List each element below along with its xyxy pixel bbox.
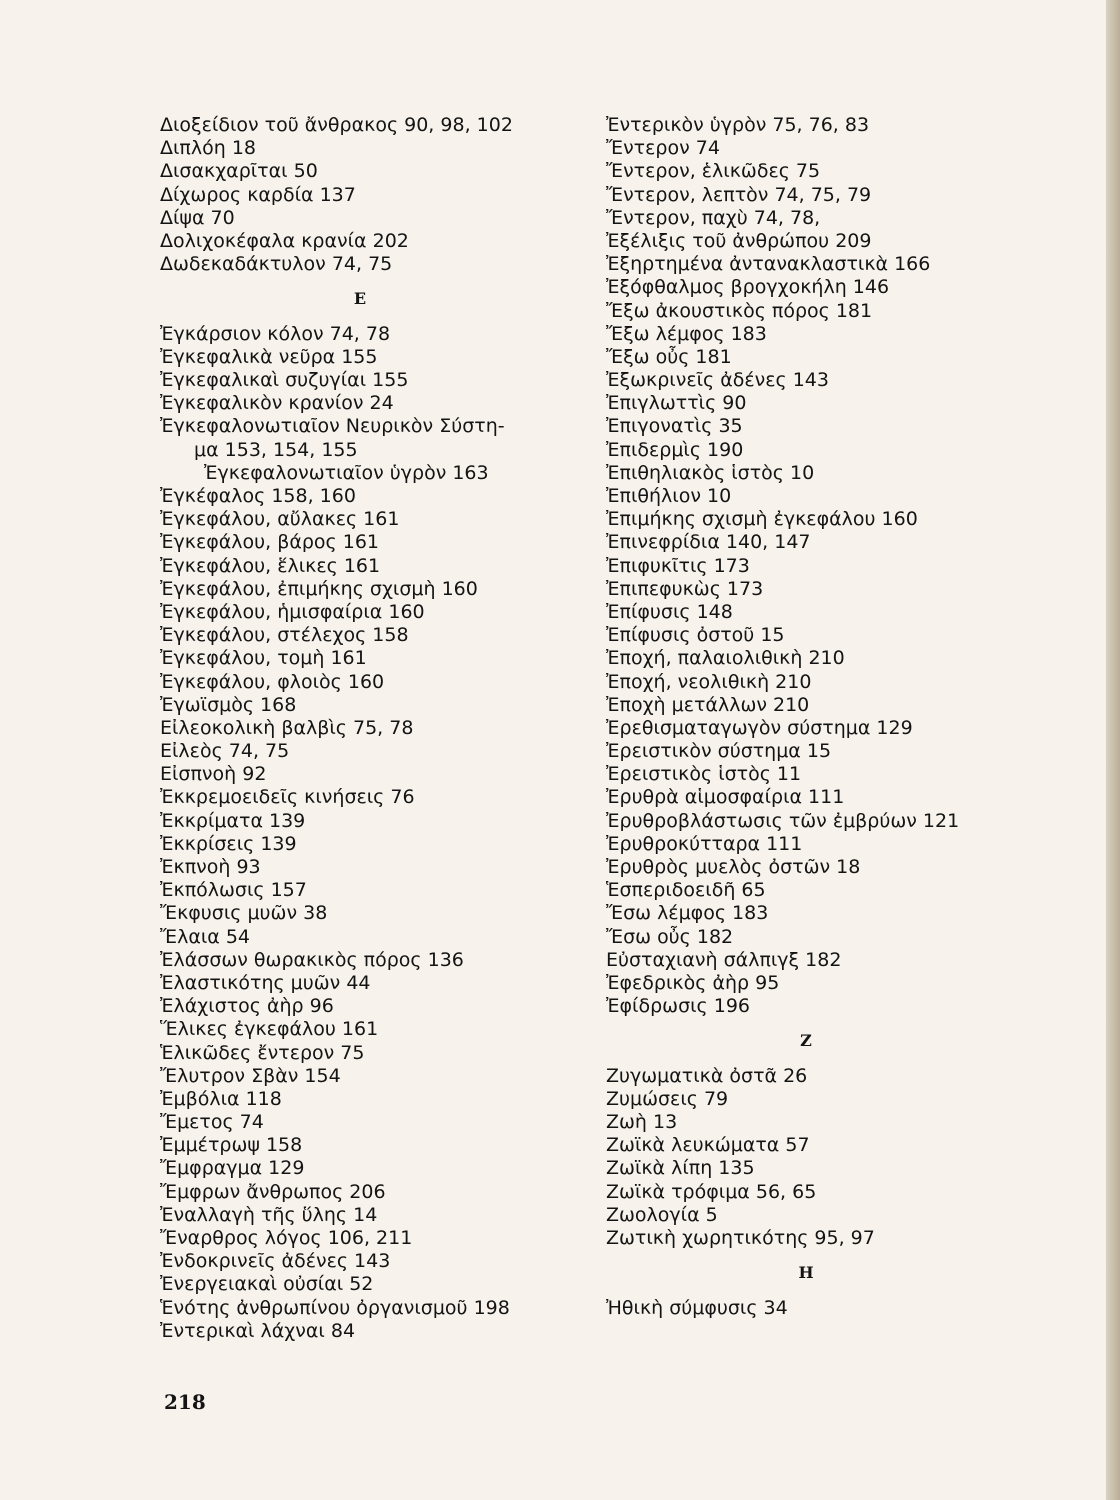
index-entry: Ζωὴ 13 — [606, 1111, 678, 1134]
index-entry: Ζωολογία 5 — [606, 1203, 718, 1226]
index-entry: Ἐπίφυσις 148 — [606, 600, 733, 623]
index-entry: Ἐμβόλια 118 — [160, 1087, 282, 1110]
index-entry: Ἐφεδρικὸς ἀὴρ 95 — [606, 971, 780, 994]
index-group-epsilon-cont — [160, 485, 590, 1343]
index-entry: Ἐρεθισματαγωγὸν σύστημα 129 — [606, 716, 913, 739]
index-entry: Ἐλαστικότης μυῶν 44 — [160, 971, 371, 994]
index-entry: Ἐξέλιξις τοῦ ἀνθρώπου 209 — [606, 229, 872, 252]
index-group-delta — [160, 114, 590, 276]
index-entry: Ζωϊκὰ λίπη 135 — [606, 1157, 755, 1180]
index-entry: Ἐντερικαὶ λάχναι 84 — [160, 1319, 356, 1342]
index-entry: Εἰλεοκολικὴ βαλβὶς 75, 78 — [160, 716, 414, 739]
index-entry: Διοξείδιον τοῦ ἄνθρακος 90, 98, 102 — [160, 114, 513, 136]
index-entry: Ἐγκεφάλου, τομὴ 161 — [160, 647, 367, 670]
index-entry: Ἐξόφθαλμος βρογχοκήλη 146 — [606, 276, 890, 299]
index-entry: Ἐξηρτημένα ἀντανακλαστικὰ 166 — [606, 253, 931, 276]
index-entry: Εὐσταχιανὴ σάλπιγξ 182 — [606, 948, 842, 971]
index-entry: Ἐποχή, παλαιολιθικὴ 210 — [606, 647, 845, 670]
index-entry: Ἐγωϊσμὸς 168 — [160, 693, 297, 716]
index-entry: Ἔκφυσις μυῶν 38 — [160, 902, 328, 925]
index-entry: Ἔσω λέμφος 183 — [606, 902, 769, 925]
index-entry: Ἐγκεφάλου, βάρος 161 — [160, 531, 380, 554]
index-column-left — [160, 114, 590, 1343]
index-entry: Ἐγκεφαλονωτιαῖον Νευρικὸν Σύστη- — [160, 415, 505, 438]
index-entry: Ἠθικὴ σύμφυσις 34 — [606, 1296, 788, 1319]
index-group-epsilon — [160, 323, 590, 439]
index-entry: Ἐρυθρὰ αἱμοσφαίρια 111 — [606, 786, 845, 809]
index-entry: Ἐκπόλωσις 157 — [160, 879, 307, 902]
index-entry: Ἔμφραγμα 129 — [160, 1157, 305, 1180]
index-entry: Ἐνεργειακαὶ οὐσίαι 52 — [160, 1273, 374, 1296]
index-entry: Δίχωρος καρδία 137 — [160, 183, 356, 206]
section-heading-h: H — [798, 1263, 814, 1283]
index-entry: Ἐπινεφρίδια 140, 147 — [606, 531, 811, 554]
index-entry: Ἐποχή, νεολιθικὴ 210 — [606, 670, 812, 693]
index-entry: Ἐπιθήλιον 10 — [606, 485, 732, 507]
index-entry: Ἐρειστικὸν σύστημα 15 — [606, 740, 832, 763]
index-entry: Ἐρυθροκύτταρα 111 — [606, 832, 803, 855]
index-entry: Ἐπιδερμὶς 190 — [606, 438, 744, 461]
index-entry: Ἐφίδρωσις 196 — [606, 995, 750, 1018]
index-entry: Ἐκκρίματα 139 — [160, 809, 306, 832]
index-group-zeta — [606, 1065, 1086, 1251]
index-entry: Ἐγκεφαλικὸν κρανίον 24 — [160, 392, 394, 415]
index-entry: Ἐλάσσων θωρακικὸς πόρος 136 — [160, 948, 464, 971]
index-entry: Ἐμμέτρωψ 158 — [160, 1134, 303, 1157]
index-entry: Ἐπίφυσις ὀστοῦ 15 — [606, 624, 785, 647]
index-entry: Ἐντερικὸν ὑγρὸν 75, 76, 83 — [606, 114, 870, 136]
index-group-epsilon-right — [606, 114, 1086, 1018]
index-entry: Ἔντερον, παχὺ 74, 78, — [606, 206, 821, 229]
index-entry: Ἔντερον 74 — [606, 137, 720, 160]
index-entry: Ἐποχὴ μετάλλων 210 — [606, 693, 810, 716]
index-entry: Ἔμφρων ἄνθρωπος 206 — [160, 1180, 386, 1203]
index-entry-continuation: μα 153, 154, 155 — [194, 438, 358, 461]
index-entry: Ἔξω ἀκουστικὸς πόρος 181 — [606, 299, 873, 322]
index-entry: Δολιχοκέφαλα κρανία 202 — [160, 229, 409, 252]
index-entry: Ἔλαια 54 — [160, 925, 251, 948]
index-entry: Ζυμώσεις 79 — [606, 1087, 729, 1110]
index-entry: Ἐναλλαγὴ τῆς ὕλης 14 — [160, 1203, 378, 1226]
index-entry: Διπλόη 18 — [160, 137, 256, 160]
index-entry: Ἑσπεριδοειδῆ 65 — [606, 879, 766, 902]
index-entry: Ἐγκάρσιον κόλον 74, 78 — [160, 322, 391, 345]
index-entry: Ζωτικὴ χωρητικότης 95, 97 — [606, 1227, 875, 1250]
index-entry: Δωδεκαδάκτυλον 74, 75 — [160, 253, 393, 276]
index-entry: Εἰλεὸς 74, 75 — [160, 740, 290, 763]
index-entry: Ἐκπνοὴ 93 — [160, 856, 261, 879]
index-entry: Ἐρειστικὸς ἱστὸς 11 — [606, 763, 802, 786]
index-entry: Ἑλικῶδες ἔντερον 75 — [160, 1041, 365, 1064]
index-entry: Εἰσπνοὴ 92 — [160, 763, 267, 786]
index-entry: Ζωϊκὰ λευκώματα 57 — [606, 1134, 810, 1157]
index-entry: Ἐρυθρὸς μυελὸς ὀστῶν 18 — [606, 856, 861, 878]
index-entry: Ἐγκεφάλου, ἐπιμήκης σχισμὴ 160 — [160, 577, 478, 600]
index-entry: Ζωϊκὰ τρόφιμα 56, 65 — [606, 1180, 817, 1203]
section-heading-z: Z — [800, 1031, 812, 1051]
index-group-eta — [606, 1297, 1086, 1320]
index-entry: Ἔσω οὖς 182 — [606, 925, 734, 948]
index-entry: Ἔντερον, ἑλικῶδες 75 — [606, 160, 821, 183]
index-entry: Ἐκκρίσεις 139 — [160, 832, 297, 855]
index-entry: Ἔναρθρος λόγος 106, 211 — [160, 1227, 413, 1250]
index-column-right — [606, 114, 1086, 1320]
index-entry: Ἔμετος 74 — [160, 1111, 264, 1134]
index-entry: Δίψα 70 — [160, 206, 235, 229]
index-entry: Ἐπιγονατὶς 35 — [606, 415, 743, 438]
index-entry: Δισακχαρῖται 50 — [160, 160, 318, 183]
index-entry: Ζυγωματικὰ ὀστᾶ 26 — [606, 1064, 808, 1087]
index-entry: Ἐγκεφαλικὰ νεῦρα 155 — [160, 345, 378, 368]
index-entry: Ἐλάχιστος ἀὴρ 96 — [160, 995, 334, 1018]
index-entry: Ἐνδοκρινεῖς ἀδένες 143 — [160, 1250, 391, 1273]
index-entry: Ἐγκεφάλου, αὔλακες 161 — [160, 508, 400, 531]
index-entry: Ἕλικες ἐγκεφάλου 161 — [160, 1018, 379, 1041]
index-entry: Ἐγκέφαλος 158, 160 — [160, 485, 356, 508]
page-number: 218 — [164, 1390, 206, 1414]
index-sub-entry: Ἐγκεφαλονωτιαῖον ὑγρὸν 163 — [204, 461, 489, 484]
index-entry: Ἐγκεφαλικαὶ συζυγίαι 155 — [160, 369, 409, 392]
index-entry: Ἐρυθροβλάστωσις τῶν ἐμβρύων 121 — [606, 809, 960, 832]
index-entry: Ἐγκεφάλου, στέλεχος 158 — [160, 624, 409, 647]
index-entry: Ἐπιθηλιακὸς ἱστὸς 10 — [606, 461, 815, 484]
index-entry: Ἐκκρεμοειδεῖς κινήσεις 76 — [160, 786, 415, 809]
index-entry: Ἑνότης ἀνθρωπίνου ὀργανισμοῦ 198 — [160, 1296, 510, 1319]
index-entry: Ἔλυτρον Σβὰν 154 — [160, 1064, 341, 1087]
index-entry: Ἔξω λέμφος 183 — [606, 322, 767, 345]
index-entry: Ἐγκεφάλου, ἡμισφαίρια 160 — [160, 600, 425, 623]
index-entry: Ἐγκεφάλου, φλοιὸς 160 — [160, 670, 385, 693]
index-entry: Ἐπιφυκῖτις 173 — [606, 554, 750, 577]
section-heading-e: E — [353, 289, 367, 309]
index-entry: Ἔντερον, λεπτὸν 74, 75, 79 — [606, 183, 872, 206]
index-entry: Ἐπιπεφυκὼς 173 — [606, 577, 764, 600]
book-spine-edge — [1106, 0, 1120, 1500]
index-entry: Ἔξω οὖς 181 — [606, 345, 732, 368]
index-entry: Ἐγκεφάλου, ἕλικες 161 — [160, 554, 381, 577]
index-entry: Ἐπιγλωττὶς 90 — [606, 392, 747, 415]
index-entry: Ἐξωκρινεῖς ἀδένες 143 — [606, 369, 829, 392]
index-entry: Ἐπιμήκης σχισμὴ ἐγκεφάλου 160 — [606, 508, 918, 531]
